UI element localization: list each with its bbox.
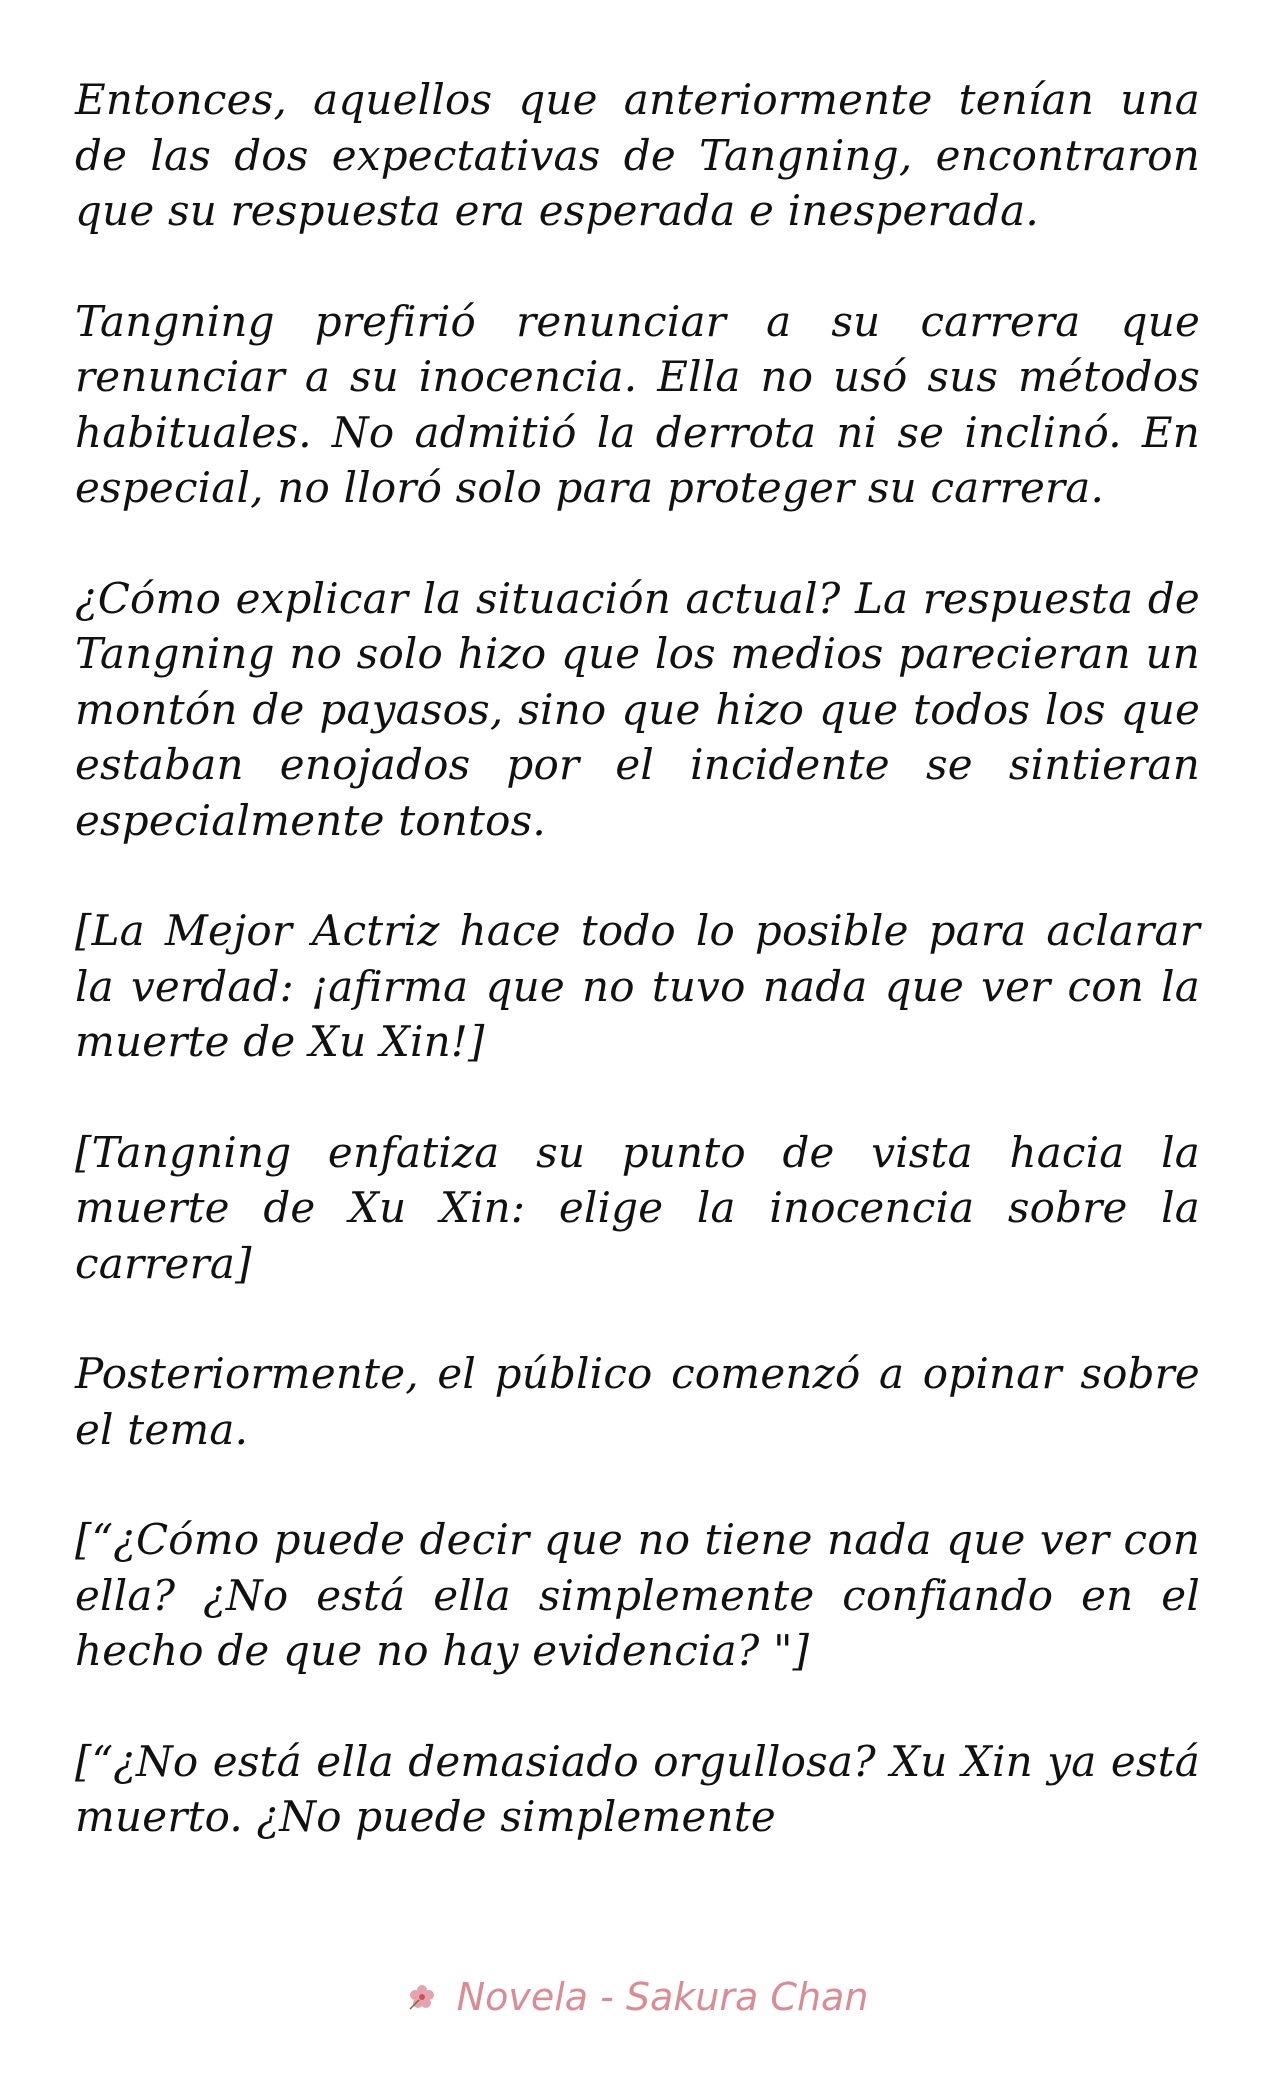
paragraph-4: [La Mejor Actriz hace todo lo posible para aclarar la verdad: ¡afirma que no tuvo nada que ver con la muerte de Xu Xin!]	[75, 906, 1200, 1066]
document-body	[75, 72, 1200, 1845]
paragraph-8: [“¿No está ella demasiado orgullosa? Xu Xin ya está muerto. ¿No puede simplemente	[75, 1736, 1200, 1841]
paragraph-1: Entonces, aquellos que anteriormente tenían una de las dos expectativas de Tangning, encontraron que su respuesta era esperada e inesperada.	[75, 75, 1200, 235]
watermark-text: Novela - Sakura Chan	[456, 1975, 869, 2019]
watermark	[0, 1975, 1275, 2019]
paragraph-5: [Tangning enfatiza su punto de vista hacia la muerte de Xu Xin: elige la inocencia sobre la carrera]	[75, 1127, 1200, 1288]
paragraph-2: Tangning prefirió renunciar a su carrera que renunciar a su inocencia. Ella no usó sus métodos habituales. No admitió la derrota ni se inclinó. En especial, no lloró solo para proteger su carrera.	[75, 296, 1200, 512]
paragraph-7: [“¿Cómo puede decir que no tiene nada que ver con ella? ¿No está ella simplemente confiando en el hecho de que no hay evidencia? "]	[75, 1515, 1200, 1675]
cherry-blossom-icon	[407, 1982, 437, 2012]
paragraph-6: Posteriormente, el público comenzó a opinar sobre el tema.	[75, 1349, 1200, 1454]
paragraph-3: ¿Cómo explicar la situación actual? La respuesta de Tangning no solo hizo que los medios parecieran un montón de payasos, sino que hizo que todos los que estaban enojados por el incidente se sintieran especialmente tontos.	[75, 573, 1200, 845]
